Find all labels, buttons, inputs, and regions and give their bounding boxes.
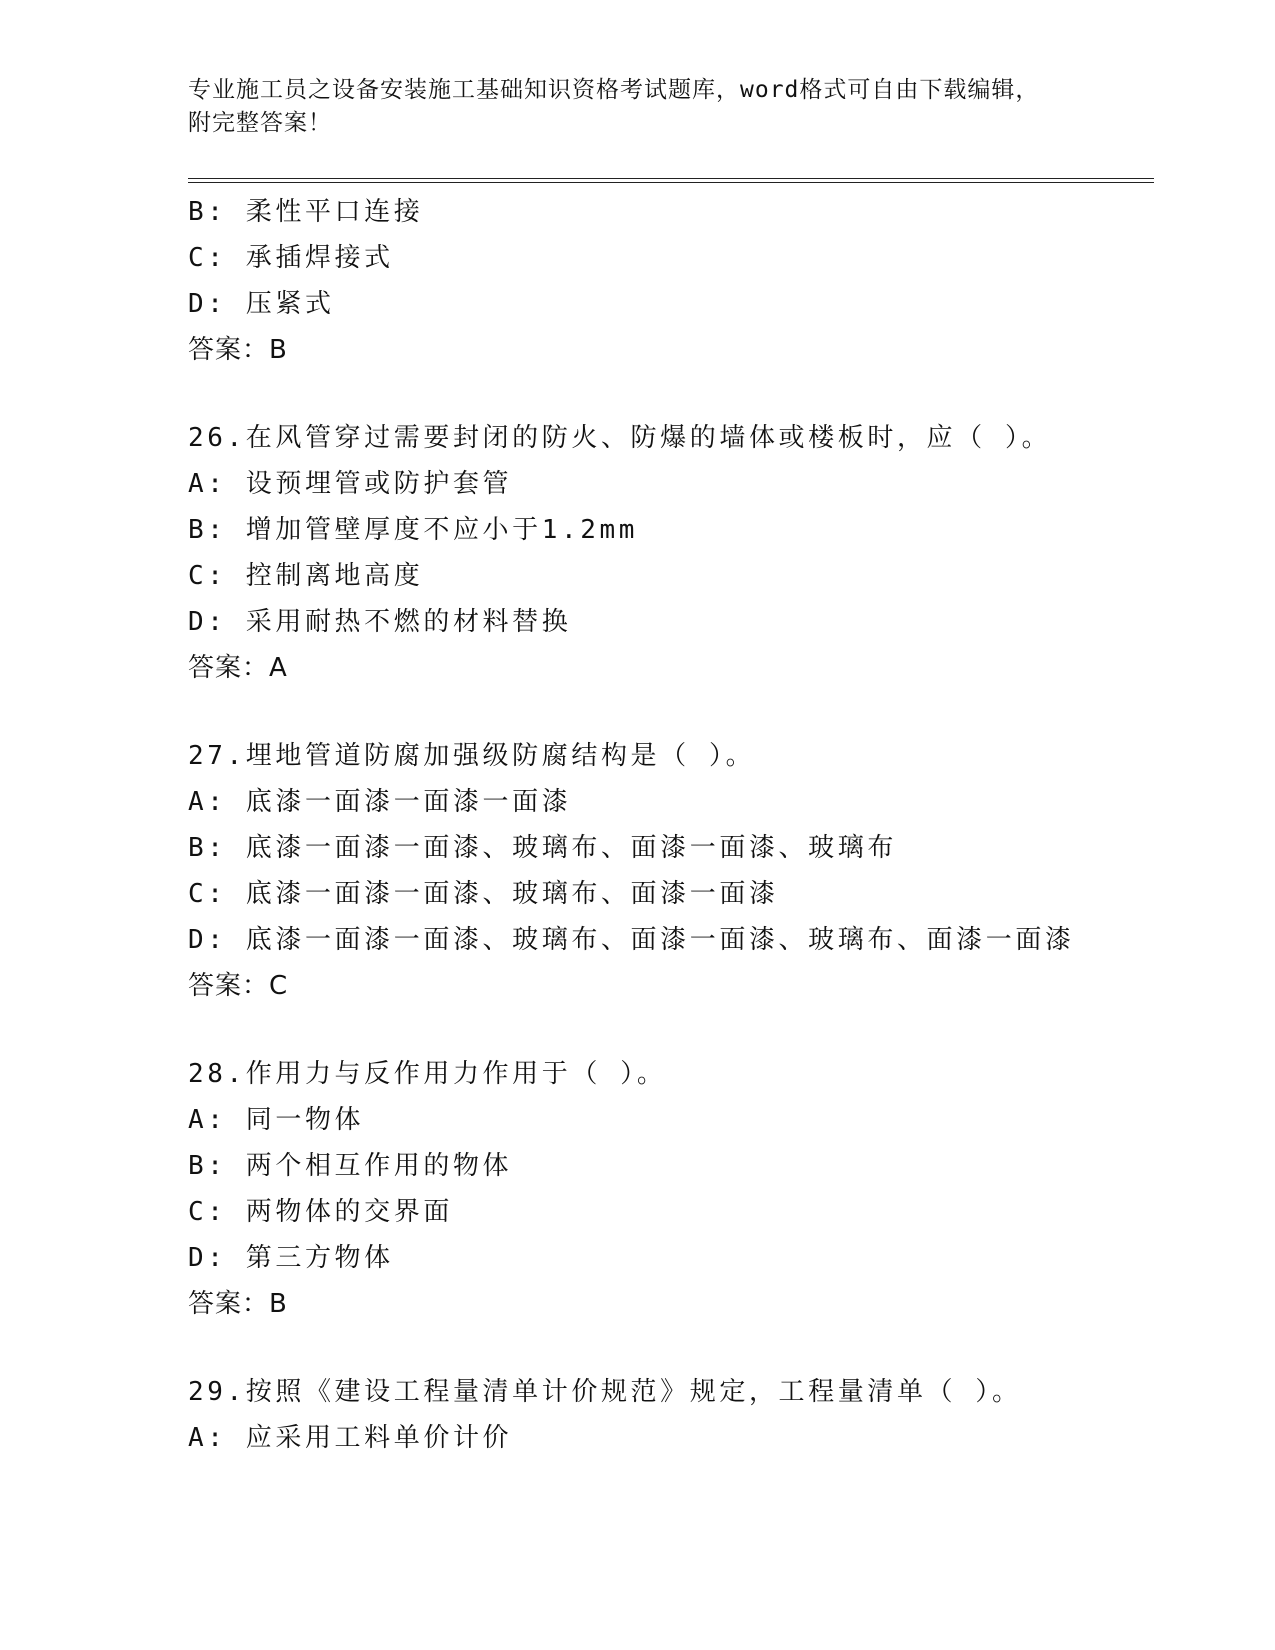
- option-b: B: 增加管壁厚度不应小于1.2mm: [188, 515, 639, 545]
- question-26: [188, 415, 1188, 691]
- question-29: [188, 1369, 1188, 1461]
- header-line-2: 附完整答案！: [188, 110, 332, 136]
- question-stem: 29.按照《建设工程量清单计价规范》规定，工程量清单（ ）。: [188, 1377, 1022, 1407]
- answer-line: 答案：C: [188, 971, 289, 1001]
- document-header: [188, 74, 1088, 140]
- option-b: B: 两个相互作用的物体: [188, 1151, 513, 1181]
- option-d: D: 第三方物体: [188, 1243, 394, 1273]
- question-stem: 27.埋地管道防腐加强级防腐结构是（ ）。: [188, 741, 756, 771]
- question-stem: 26.在风管穿过需要封闭的防火、防爆的墙体或楼板时，应（ ）。: [188, 423, 1052, 453]
- option-c: C: 底漆一面漆一面漆、玻璃布、面漆一面漆: [188, 879, 779, 909]
- question-27: [188, 733, 1188, 1009]
- option-d: D: 压紧式: [188, 289, 335, 319]
- question-28: [188, 1051, 1188, 1327]
- option-b: B: 底漆一面漆一面漆、玻璃布、面漆一面漆、玻璃布: [188, 833, 897, 863]
- option-a: A: 底漆一面漆一面漆一面漆: [188, 787, 572, 817]
- option-c: C: 控制离地高度: [188, 561, 424, 591]
- option-a: A: 同一物体: [188, 1105, 365, 1135]
- answer-line: 答案：A: [188, 653, 288, 683]
- option-d: D: 底漆一面漆一面漆、玻璃布、面漆一面漆、玻璃布、面漆一面漆: [188, 925, 1075, 955]
- header-divider: [188, 178, 1154, 183]
- question-25-partial: [188, 189, 1188, 373]
- question-content: [188, 189, 1188, 1461]
- option-c: C: 承插焊接式: [188, 243, 394, 273]
- option-d: D: 采用耐热不燃的材料替换: [188, 607, 572, 637]
- header-line-1: 专业施工员之设备安装施工基础知识资格考试题库，word格式可自由下载编辑，: [188, 77, 1040, 103]
- option-a: A: 设预埋管或防护套管: [188, 469, 513, 499]
- option-c: C: 两物体的交界面: [188, 1197, 453, 1227]
- answer-line: 答案：B: [188, 335, 288, 365]
- question-stem: 28.作用力与反作用力作用于（ ）。: [188, 1059, 667, 1089]
- answer-line: 答案：B: [188, 1289, 288, 1319]
- option-b: B: 柔性平口连接: [188, 197, 424, 227]
- option-a: A: 应采用工料单价计价: [188, 1423, 513, 1453]
